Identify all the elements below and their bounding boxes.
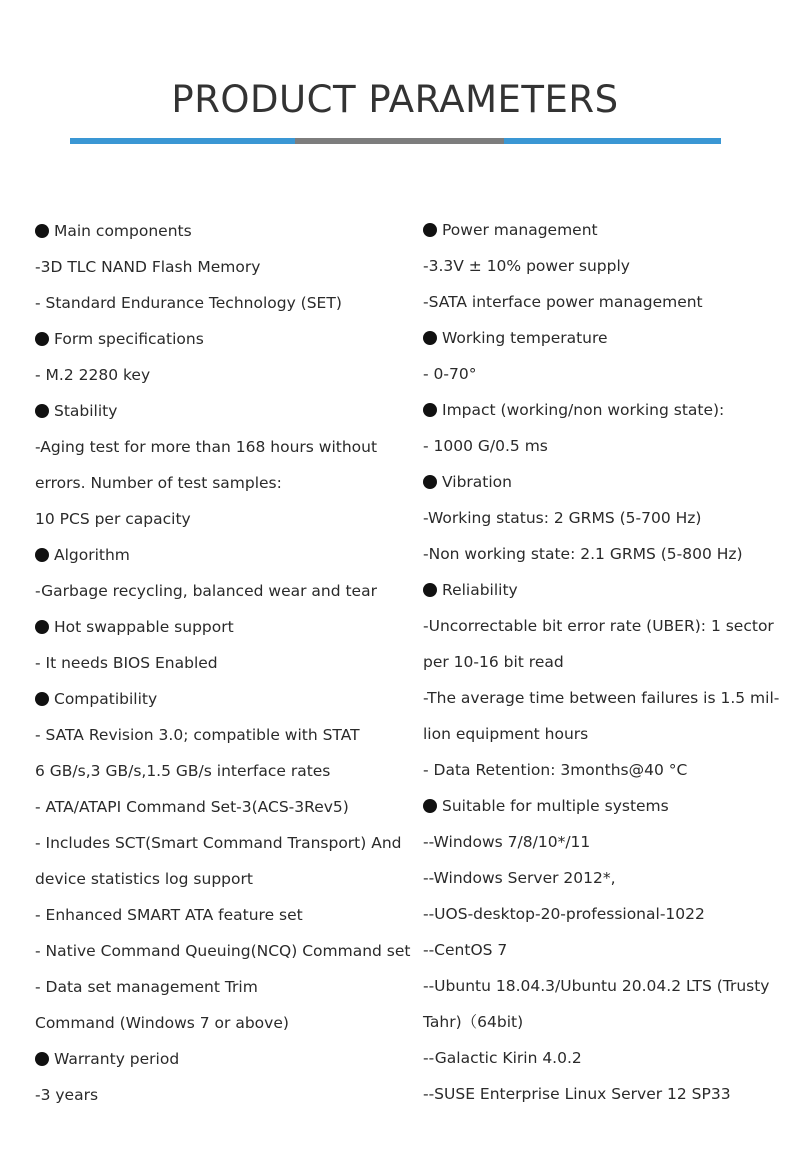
parameter-line: --Windows Server 2012*,: [423, 869, 616, 887]
bullet-dot-icon: [35, 692, 49, 706]
section-heading-text: Power management: [442, 221, 598, 239]
divider-segment-right: [504, 138, 721, 144]
parameter-line: per 10-16 bit read: [423, 653, 564, 671]
section-heading: [35, 681, 407, 717]
bullet-dot-icon: [423, 403, 437, 417]
parameter-line: -Non working state: 2.1 GRMS (5-800 Hz): [423, 545, 743, 563]
parameter-line: - Includes SCT(Smart Command Transport) And: [35, 834, 402, 852]
section-heading-text: Main components: [54, 222, 192, 240]
parameter-line: - ATA/ATAPI Command Set-3(ACS-3Rev5): [35, 798, 349, 816]
parameter-line: --Ubuntu 18.04.3/Ubuntu 20.04.2 LTS (Trusty: [423, 977, 770, 995]
section-heading-text: Form specifications: [54, 330, 204, 348]
parameter-line: - It needs BIOS Enabled: [35, 654, 218, 672]
divider-segment-middle: [295, 138, 504, 144]
parameter-line: -3.3V ± 10% power supply: [423, 257, 630, 275]
parameter-line: -SATA interface power management: [423, 293, 703, 311]
bullet-dot-icon: [423, 223, 437, 237]
bullet-dot-icon: [35, 548, 49, 562]
bullet-dot-icon: [35, 404, 49, 418]
section-heading: [35, 609, 407, 645]
bullet-dot-icon: [35, 620, 49, 634]
parameter-line: - Standard Endurance Technology (SET): [35, 294, 342, 312]
parameter-line: - 1000 G/0.5 ms: [423, 437, 548, 455]
section-heading-text: Suitable for multiple systems: [442, 797, 669, 815]
section-heading: [423, 788, 763, 824]
parameter-line: --UOS-desktop-20-professional-1022: [423, 905, 705, 923]
section-heading-text: Compatibility: [54, 690, 158, 708]
divider-segment-left: [70, 138, 295, 144]
parameter-line: - Data set management Trim: [35, 978, 258, 996]
parameter-line: - M.2 2280 key: [35, 366, 151, 384]
left-parameter-column: [35, 213, 411, 1113]
page-title: PRODUCT PARAMETERS: [171, 78, 619, 121]
section-heading: [35, 213, 407, 249]
section-heading: [423, 212, 763, 248]
section-heading: [35, 321, 407, 357]
parameter-line: -Working status: 2 GRMS (5-700 Hz): [423, 509, 702, 527]
section-heading-text: Impact (working/non working state):: [442, 401, 725, 419]
section-heading-text: Vibration: [442, 473, 512, 491]
section-heading-text: Hot swappable support: [54, 618, 234, 636]
parameter-line: -The average time between failures is 1.5 mil-: [423, 689, 780, 707]
section-heading: [423, 572, 763, 608]
parameter-line: -3D TLC NAND Flash Memory: [35, 258, 261, 276]
parameter-line: --SUSE Enterprise Linux Server 12 SP33: [423, 1085, 731, 1103]
parameter-line: Tahr)（64bit): [423, 1013, 524, 1031]
bullet-dot-icon: [35, 1052, 49, 1066]
parameter-line: lion equipment hours: [423, 725, 589, 743]
parameter-line: - Native Command Queuing(NCQ) Command set: [35, 942, 411, 960]
parameter-line: --Galactic Kirin 4.0.2: [423, 1049, 582, 1067]
section-heading-text: Warranty period: [54, 1050, 180, 1068]
parameter-line: --Windows 7/8/10*/11: [423, 833, 591, 851]
bullet-dot-icon: [423, 475, 437, 489]
parameter-line: --CentOS 7: [423, 941, 508, 959]
section-heading: [35, 537, 407, 573]
parameter-line: device statistics log support: [35, 870, 253, 888]
section-heading-text: Stability: [54, 402, 118, 420]
parameter-line: - SATA Revision 3.0; compatible with STAT: [35, 726, 360, 744]
bullet-dot-icon: [423, 331, 437, 345]
parameter-line: Command (Windows 7 or above): [35, 1014, 289, 1032]
parameter-line: 10 PCS per capacity: [35, 510, 191, 528]
bullet-dot-icon: [423, 799, 437, 813]
section-heading: [35, 1041, 407, 1077]
section-heading: [35, 393, 407, 429]
parameter-line: 6 GB/s,3 GB/s,1.5 GB/s interface rates: [35, 762, 331, 780]
parameter-line: -Garbage recycling, balanced wear and tear: [35, 582, 377, 600]
right-parameter-column: [423, 213, 780, 1112]
section-heading-text: Algorithm: [54, 546, 130, 564]
parameter-line: -Aging test for more than 168 hours without: [35, 438, 378, 456]
bullet-dot-icon: [423, 583, 437, 597]
bullet-dot-icon: [35, 224, 49, 238]
section-heading-text: Reliability: [442, 581, 518, 599]
parameter-line: -Uncorrectable bit error rate (UBER): 1 sector: [423, 617, 774, 635]
parameter-line: - 0-70°: [423, 365, 477, 383]
section-heading: [423, 392, 763, 428]
parameter-line: errors. Number of test samples:: [35, 474, 282, 492]
bullet-dot-icon: [35, 332, 49, 346]
section-heading: [423, 320, 763, 356]
section-heading-text: Working temperature: [442, 329, 608, 347]
parameter-line: - Data Retention: 3months@40 °C: [423, 761, 688, 779]
title-divider: [70, 138, 721, 144]
parameter-line: -3 years: [35, 1086, 99, 1104]
parameter-line: - Enhanced SMART ATA feature set: [35, 906, 303, 924]
section-heading: [423, 464, 763, 500]
